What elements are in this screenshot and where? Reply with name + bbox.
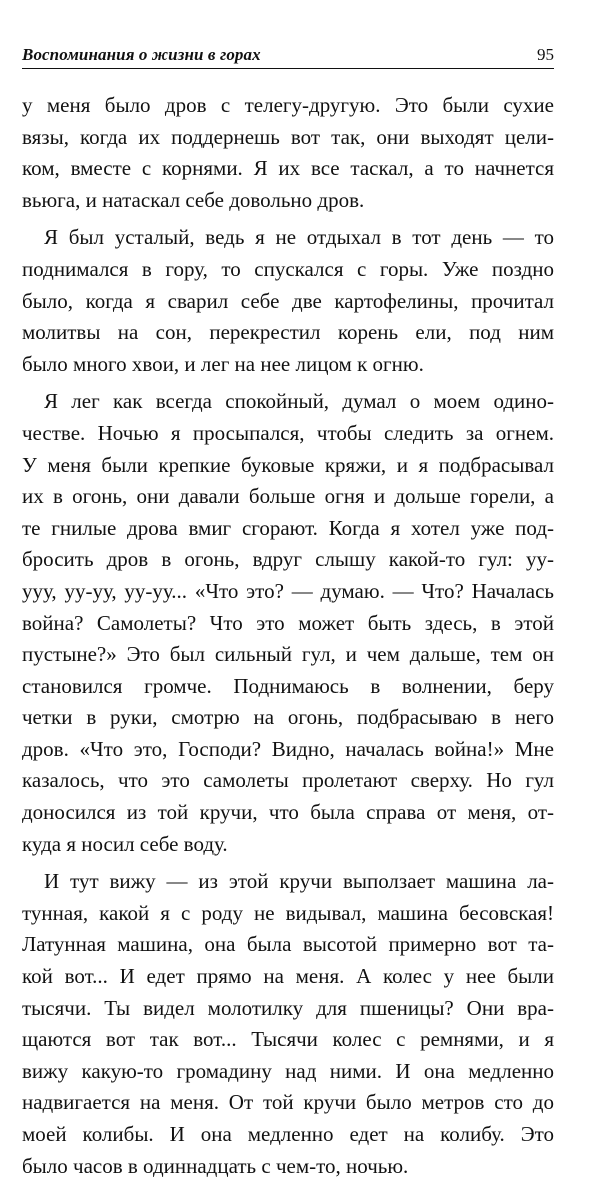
text-line: тунная, какой я с роду не видывал, машина бесовская! xyxy=(22,900,554,925)
text-line: ууу, уу-уу, уу-уу... «Что это? — думаю. — Что? Началась xyxy=(22,578,554,603)
text-line: моей колибы. И она медленно едет на колибу. Это xyxy=(22,1122,554,1146)
text-line: казалось, что это самолеты пролетают сверху. Но гул xyxy=(22,768,554,793)
paragraph xyxy=(22,90,554,216)
text-line: дров. «Что это, Господи? Видно, началась война!» Мне xyxy=(22,736,554,761)
paragraph xyxy=(22,222,554,380)
text-line: молитвы на сон, перекрестил корень ели, под ним xyxy=(22,320,554,345)
text-line: Латунная машина, она была высотой примерно вот та- xyxy=(22,932,554,957)
text-line: поднимался в гору, то спускался с горы. Уже поздно xyxy=(22,256,554,281)
running-header xyxy=(22,42,554,69)
text-line: бросить дров в огонь, вдруг слышу какой-то гул: уу- xyxy=(22,547,554,572)
text-line: И тут вижу — из этой кручи выползает машина ла- xyxy=(44,869,554,894)
text-line: ком, вместе с корнями. Я их все таскал, а то начнется xyxy=(22,156,554,181)
text-line: честве. Ночью я просыпался, чтобы следить за огнем. xyxy=(22,420,554,445)
text-line: пустыне?» Это был сильный гул, и чем дальше, тем он xyxy=(22,642,554,667)
text-line: было часов в одиннадцать с чем-то, ночью. xyxy=(22,1153,409,1178)
running-title: Воспоминания о жизни в горах xyxy=(22,45,261,64)
text-line: куда я носил себе воду. xyxy=(22,831,228,856)
paragraph xyxy=(22,866,554,1182)
text-line: у меня было дров с телегу-другую. Это были сухие xyxy=(22,93,554,117)
text-line: кой вот... И едет прямо на меня. А колес у нее были xyxy=(22,964,554,989)
text-line: У меня были крепкие буковые кряжи, и я подбрасывал xyxy=(22,452,554,477)
text-line: война? Самолеты? Что это может быть здесь, в этой xyxy=(22,610,554,635)
text-line: четки в руки, смотрю на огонь, подбрасываю в него xyxy=(22,705,554,730)
text-line: становился громче. Поднимаюсь в волнении, беру xyxy=(22,673,554,698)
text-line: вижу какую-то громадину над ними. И она медленно xyxy=(22,1058,554,1083)
text-line: те гнилые дрова вмиг сгорают. Когда я хотел уже под- xyxy=(22,515,554,540)
text-line: их в огонь, они давали больше огня и дольше горели, а xyxy=(22,484,554,509)
body-text xyxy=(22,90,554,1182)
text-line: щаются вот так вот... Тысячи колес с ремнями, и я xyxy=(22,1027,554,1052)
text-line: было много хвои, и лег на нее лицом к огню. xyxy=(22,351,424,376)
text-line: Я был усталый, ведь я не отдыхал в тот день — то xyxy=(44,225,554,250)
text-line: вязы, когда их поддернешь вот так, они выходят цели- xyxy=(22,124,554,149)
text-line: доносился из той кручи, что была справа от меня, от- xyxy=(22,800,554,825)
text-line: вьюга, и натаскал себе довольно дров. xyxy=(22,187,365,212)
text-line: Я лег как всегда спокойный, думал о моем одино- xyxy=(44,389,554,414)
page-number: 95 xyxy=(537,45,554,64)
text-line: надвигается на меня. От той кручи было метров сто до xyxy=(22,1090,554,1115)
paragraph xyxy=(22,386,554,860)
text-line: было, когда я сварил себе две картофелины, прочитал xyxy=(22,288,554,313)
text-line: тысячи. Ты видел молотилку для пшеницы? Они вра- xyxy=(22,995,554,1020)
